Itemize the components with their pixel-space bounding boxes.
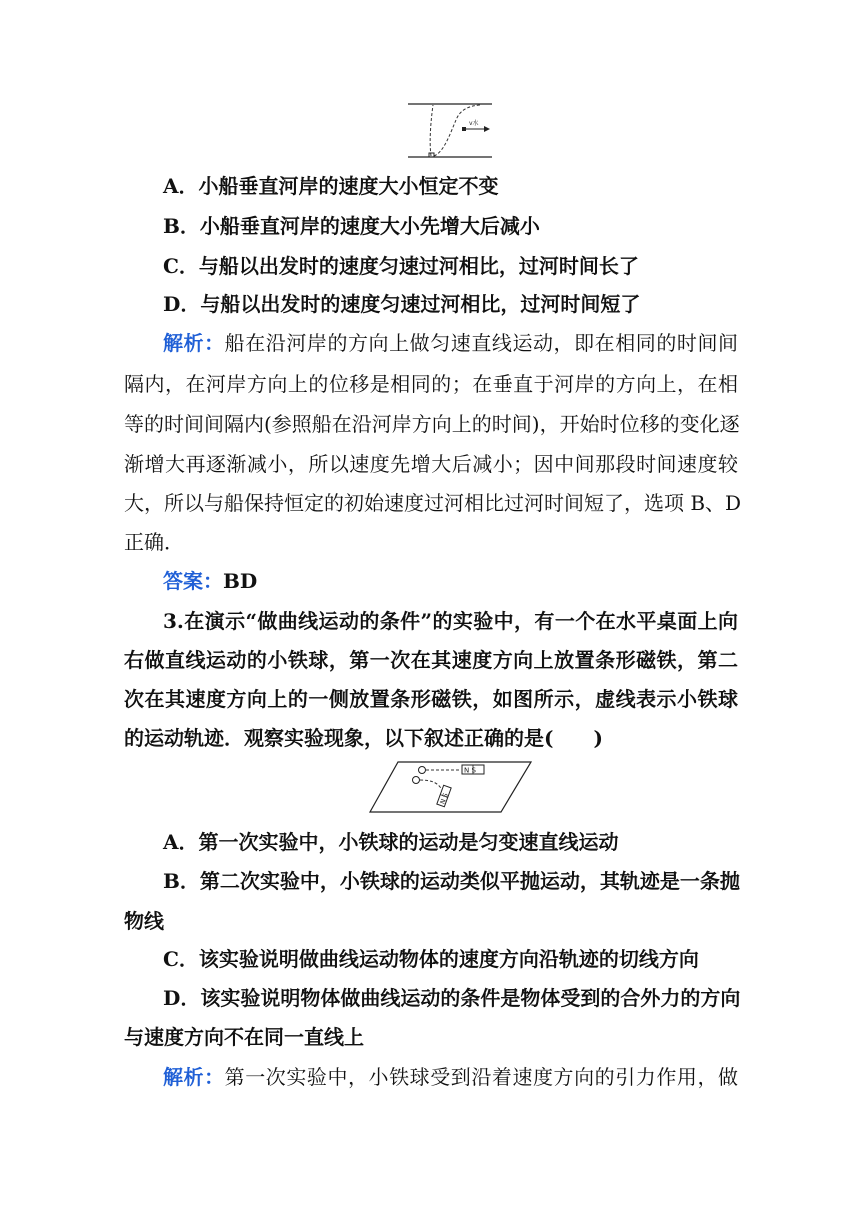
q3-stem-line-1: 3.在演示“做曲线运动的条件”的实验中，有一个在水平桌面上向 — [163, 609, 738, 633]
q2-answer — [163, 569, 257, 593]
q3-analysis-line-1 — [163, 1065, 738, 1089]
q3-option-b-line-1: B．第二次实验中，小铁球的运动类似平抛运动，其轨迹是一条抛 — [163, 869, 740, 893]
q3-stem-line-3: 次在其速度方向上的一侧放置条形磁铁，如图所示，虚线表示小铁球 — [124, 687, 738, 711]
magnet-bar-2 — [437, 785, 452, 807]
q2-analysis-line-6: 正确． — [124, 530, 184, 554]
q2-analysis-line-4: 渐增大再逐渐减小，所以速度先增大后减小；因中间那段时间速度较 — [124, 452, 738, 476]
q2-analysis-line-3: 等的时间间隔内(参照船在沿河岸方向上的时间)，开始时位移的变化逐 — [124, 412, 740, 436]
iron-ball-1 — [419, 767, 426, 774]
q2-option-b: B．小船垂直河岸的速度大小先增大后减小 — [163, 214, 540, 238]
q2-answer-label: 答案： — [163, 569, 223, 593]
q2-analysis-line-2: 隔内，在河岸方向上的位移是相同的；在垂直于河岸的方向上，在相 — [124, 372, 738, 396]
boat-trajectory — [430, 105, 433, 156]
q2-analysis-text: 船在沿河岸的方向上做匀速直线运动，即在相同的时间间 — [224, 331, 739, 355]
q2-analysis-line-1 — [163, 331, 738, 355]
q3-option-d-line-1: D．该实验说明物体做曲线运动的条件是物体受到的合外力的方向 — [163, 986, 741, 1010]
q3-option-c: C．该实验说明做曲线运动物体的速度方向沿轨迹的切线方向 — [163, 947, 699, 971]
q2-analysis-label: 解析： — [163, 331, 225, 355]
q2-answer-value: BD — [223, 569, 258, 593]
magnet-experiment-figure — [368, 760, 534, 814]
river-crossing-figure — [400, 100, 500, 162]
iron-ball-2 — [413, 777, 420, 784]
magnet-2-label: N S — [438, 792, 450, 806]
flow-marker — [462, 127, 466, 131]
q2-option-c: C．与船以出发时的速度匀速过河相比，过河时间长了 — [163, 254, 639, 278]
q3-option-d-line-2: 与速度方向不在同一直线上 — [124, 1025, 364, 1049]
q3-option-a: A．第一次实验中，小铁球的运动是匀变速直线运动 — [163, 830, 619, 854]
table-surface — [370, 762, 531, 812]
curved-trajectory — [434, 105, 480, 156]
q2-analysis-line-5: 大，所以与船保持恒定的初始速度过河相比过河时间短了，选项 B、D — [124, 491, 742, 515]
q2-option-a: A．小船垂直河岸的速度大小恒定不变 — [163, 174, 499, 198]
q2-option-d: D．与船以出发时的速度匀速过河相比，过河时间短了 — [163, 292, 641, 316]
q3-stem-line-2: 右做直线运动的小铁球，第一次在其速度方向上放置条形磁铁，第二 — [124, 648, 738, 672]
curved-ball-trajectory — [420, 780, 442, 790]
q3-analysis-label: 解析： — [163, 1065, 225, 1089]
magnet-1-label: N S — [464, 766, 476, 775]
arrow-head-icon — [484, 126, 490, 132]
flow-arrow-label: v水 — [469, 120, 479, 127]
q3-option-b-line-2: 物线 — [124, 909, 164, 933]
q3-stem-line-4: 的运动轨迹．观察实验现象，以下叙述正确的是( ) — [124, 726, 603, 750]
q3-analysis-text: 第一次实验中，小铁球受到沿着速度方向的引力作用，做 — [224, 1065, 739, 1089]
